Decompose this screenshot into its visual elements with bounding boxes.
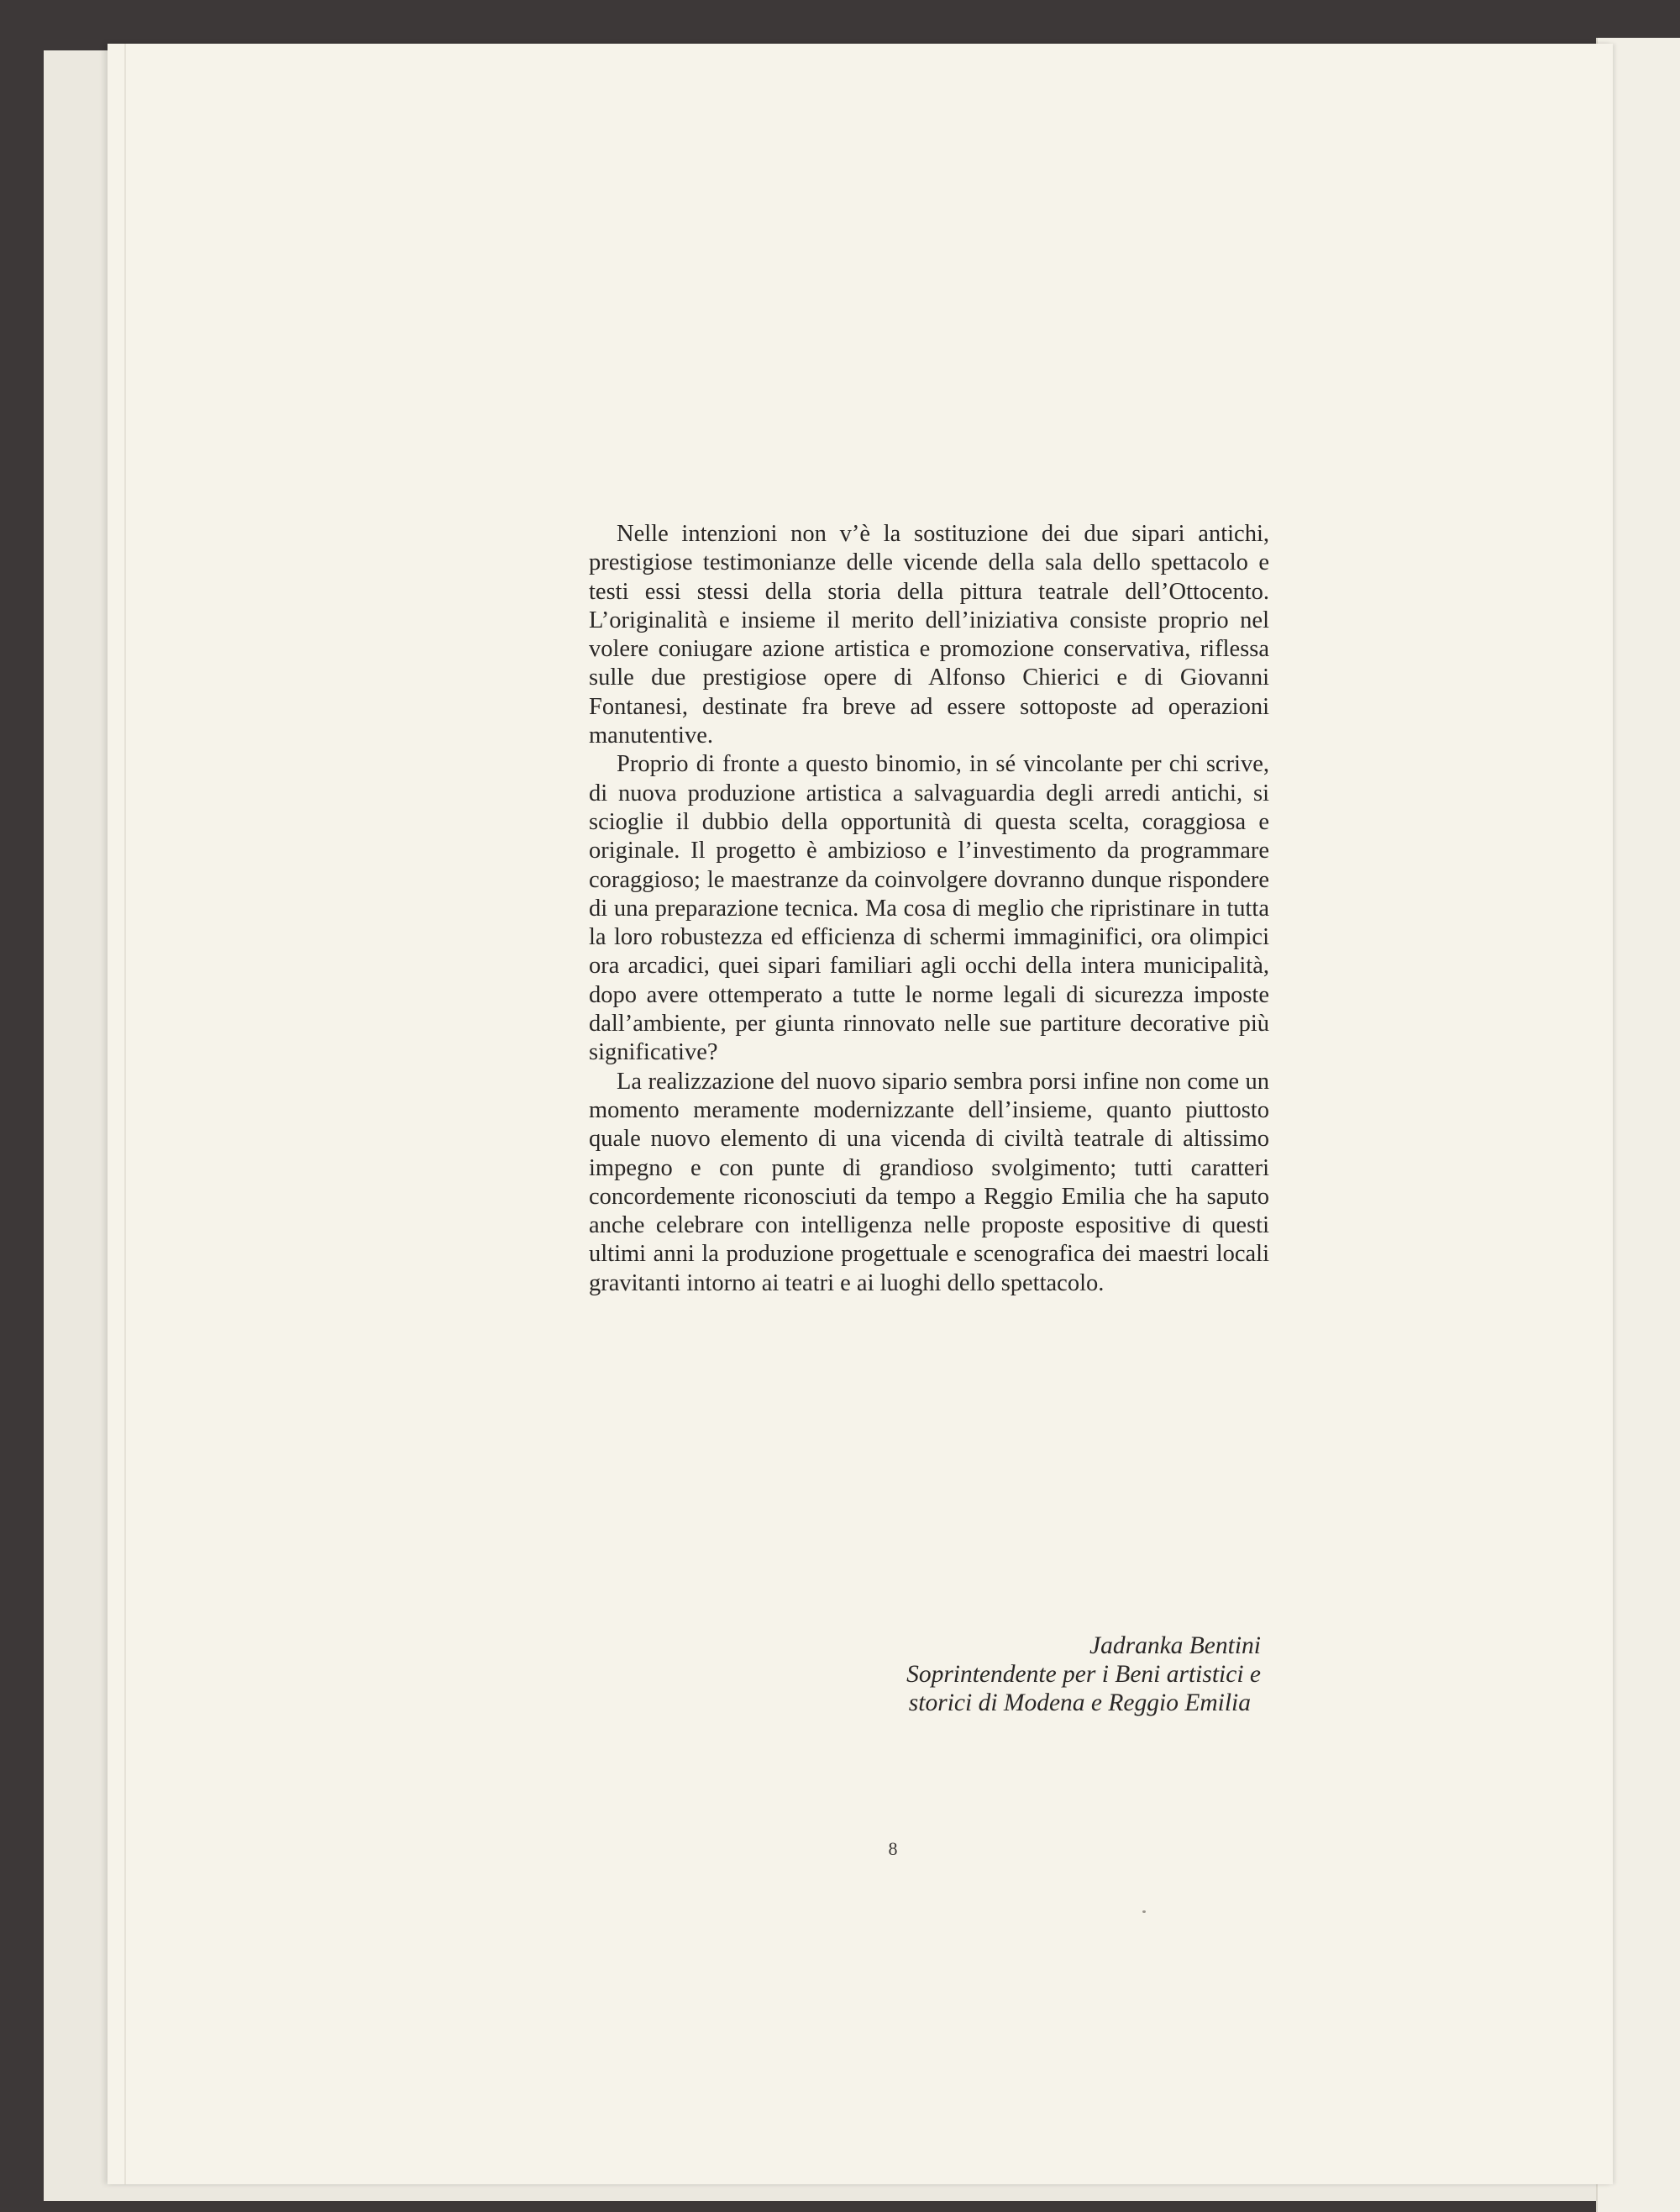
paragraph-2: Proprio di fronte a questo binomio, in sé vincolante per chi scrive, di nuova produzione artistica a salvaguardia degli arredi antichi, si scioglie il dubbio della opportunità di questa scelta, coraggiosa e originale. Il progetto è ambizioso e l’investimento da programmare coraggioso; le maestranze da coinvolgere dovranno dunque rispondere di una preparazione tecnica. Ma cosa di meglio che ripristinare in tutta la loro robustezza ed efficienza di schermi immaginifici, ora olimpici ora arcadici, quei sipari familiari agli occhi della intera municipalità, dopo avere ottemperato a tutte le norme legali di sicurezza imposte dall’ambiente, per giunta rinnovato nelle sue partiture decorative più significative? — [589, 751, 1269, 1066]
book-page — [108, 44, 1613, 2184]
body-text — [589, 520, 1269, 1298]
paragraph-1: Nelle intenzioni non v’è la sostituzione dei due sipari antichi, prestigiose testimonianze delle vicende della sala dello spettacolo e testi essi stessi della storia della pittura teatrale dell’Ottocento. L’originalità e insieme il merito dell’iniziativa consiste proprio nel volere coniugare azione artistica e promozione conservativa, riflessa sulle due prestigiose opere di Alfonso Chierici e di Giovanni Fontanesi, destinate fra breve ad essere sottoposte ad operazioni manutentive. — [589, 521, 1269, 749]
signature-name: Jadranka Bentini — [1089, 1632, 1261, 1659]
signature-block — [589, 1631, 1261, 1717]
page-number: 8 — [888, 1838, 898, 1859]
paragraph-3: La realizzazione del nuovo sipario sembra porsi infine non come un momento meramente modernizzante dell’insieme, quanto piuttosto quale nuovo elemento di una vicenda di civiltà teatrale di altissimo impegno e con punte di grandioso svolgimento; tutti caratteri concordemente riconosciuti da tempo a Reggio Emilia che ha saputo anche celebrare con intelligenza nelle proposte espositive di questi ultimi anni la produzione progettuale e scenografica dei maestri locali gravitanti intorno ai teatri e ai luoghi dello spettacolo. — [589, 1068, 1269, 1296]
signature-role-line-2: storici di Modena e Reggio Emilia — [908, 1689, 1251, 1716]
page-fold-line — [124, 44, 126, 2184]
paper-speck — [1142, 1910, 1146, 1913]
signature-role-line-1: Soprintendente per i Beni artistici e — [906, 1661, 1261, 1688]
